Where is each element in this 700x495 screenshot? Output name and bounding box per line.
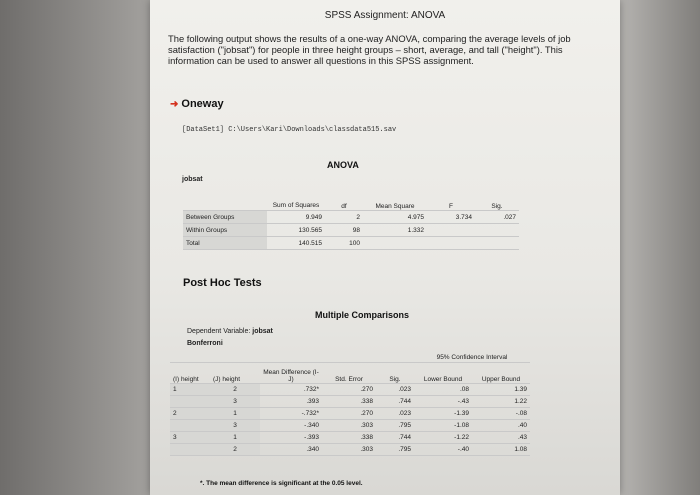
mc-header-row-2 [170,363,530,384]
anova-cell: 140.515 [267,237,325,250]
anova-cell: 9.949 [267,211,325,224]
background-right [610,0,700,495]
mc-cell: 1.39 [472,384,530,396]
anova-cell: 1.332 [363,224,427,237]
mc-header-cell: Sig. [376,363,414,384]
anova-cell: 4.975 [363,211,427,224]
mc-cell: .40 [472,420,530,432]
mc-cell: 2 [170,408,210,420]
mc-cell: .023 [376,408,414,420]
mc-cell: .08 [414,384,472,396]
mc-spacer [260,352,322,363]
mc-cell: .270 [322,384,376,396]
mc-cell: -.43 [414,396,472,408]
posthoc-heading: Post Hoc Tests [183,277,262,289]
anova-cell: .027 [475,211,519,224]
mc-cell: -1.22 [414,432,472,444]
mc-spacer [170,352,210,363]
section-title [170,98,224,110]
anova-header-cell: df [325,188,363,211]
mc-dependent [187,328,273,335]
table-row [170,396,530,408]
anova-header-cell [183,188,267,211]
anova-cell: 3.734 [427,211,475,224]
intro-paragraph: The following output shows the results of a one-way ANOVA, comparing the average levels of job satisfaction ("jobsat") for people in three height groups – short, average, and tall ("height"). This information can be used to answer all questions in this SPSS assignment. [168,33,571,67]
mc-cell: 1.08 [472,444,530,456]
mc-cell: -.40 [414,444,472,456]
anova-header-cell: Sum of Squares [267,188,325,211]
anova-header-cell: Mean Square [363,188,427,211]
anova-row-label: Within Groups [183,224,267,237]
mc-cell: 1 [210,408,260,420]
mc-header-cell: Lower Bound [414,363,472,384]
mc-cell [170,396,210,408]
mc-cell: .303 [322,444,376,456]
mc-cell: -1.39 [414,408,472,420]
dataset-path: [DataSet1] C:\Users\Kari\Downloads\classdata515.sav [182,126,397,134]
anova-cell: 2 [325,211,363,224]
mc-cell: -.393 [260,432,322,444]
mc-ci-header: 95% Confidence Interval [414,352,530,363]
mc-cell: .795 [376,444,414,456]
page-title: SPSS Assignment: ANOVA [324,10,446,21]
mc-cell: .393 [260,396,322,408]
mc-method: Bonferroni [187,340,223,347]
anova-cell [427,237,475,250]
anova-cell [427,224,475,237]
mc-cell: .023 [376,384,414,396]
table-row [170,432,530,444]
mc-header-cell: Std. Error [322,363,376,384]
background-left [0,0,150,495]
mc-cell: .303 [322,420,376,432]
mc-cell: .795 [376,420,414,432]
mc-header-cell: (I) height [170,363,210,384]
arrow-right-icon: ➜ [170,99,179,110]
mc-header-cell: Mean Difference (I-J) [260,363,322,384]
mc-cell [170,420,210,432]
anova-cell [363,237,427,250]
table-row [170,444,530,456]
mc-cell: 1 [210,432,260,444]
anova-cell: 130.565 [267,224,325,237]
mc-cell: .732* [260,384,322,396]
anova-header-row [183,188,519,211]
anova-cell: 100 [325,237,363,250]
anova-title: ANOVA [327,160,359,170]
mc-spacer [210,352,260,363]
anova-cell: 98 [325,224,363,237]
anova-row-label: Between Groups [183,211,267,224]
multiple-comparisons-title: Multiple Comparisons [315,310,410,320]
mc-cell: .43 [472,432,530,444]
mc-cell: 1.22 [472,396,530,408]
mc-dependent-value: jobsat [252,328,273,335]
mc-cell: .270 [322,408,376,420]
mc-cell: 3 [210,396,260,408]
mc-cell: .744 [376,396,414,408]
mc-header-row-1 [170,352,530,363]
mc-cell: -.732* [260,408,322,420]
anova-cell [475,237,519,250]
mc-header-cell: Upper Bound [472,363,530,384]
table-row [170,384,530,396]
multiple-comparisons-table [170,352,530,456]
table-row [183,224,519,237]
anova-table [183,188,519,250]
table-row [170,420,530,432]
mc-dependent-label: Dependent Variable: [187,328,251,335]
anova-cell [475,224,519,237]
mc-spacer [322,352,376,363]
mc-cell: 3 [170,432,210,444]
mc-cell: .338 [322,396,376,408]
anova-header-cell: Sig. [475,188,519,211]
mc-cell: .744 [376,432,414,444]
anova-header-cell: F [427,188,475,211]
mc-cell: .340 [260,444,322,456]
mc-cell: -.08 [472,408,530,420]
document-page [150,0,620,495]
mc-cell: .338 [322,432,376,444]
mc-header-cell: (J) height [210,363,260,384]
table-row [170,408,530,420]
mc-cell: 2 [210,444,260,456]
mc-cell: 3 [210,420,260,432]
mc-cell: -1.08 [414,420,472,432]
mc-cell: 1 [170,384,210,396]
section-title-text: Oneway [181,98,224,110]
table-row [183,211,519,224]
mc-cell: -.340 [260,420,322,432]
anova-dependent: jobsat [182,176,203,183]
anova-row-label: Total [183,237,267,250]
mc-footnote: *. The mean difference is significant at the 0.05 level. [200,480,363,487]
mc-cell [170,444,210,456]
table-row [183,237,519,250]
mc-cell: 2 [210,384,260,396]
mc-spacer [376,352,414,363]
